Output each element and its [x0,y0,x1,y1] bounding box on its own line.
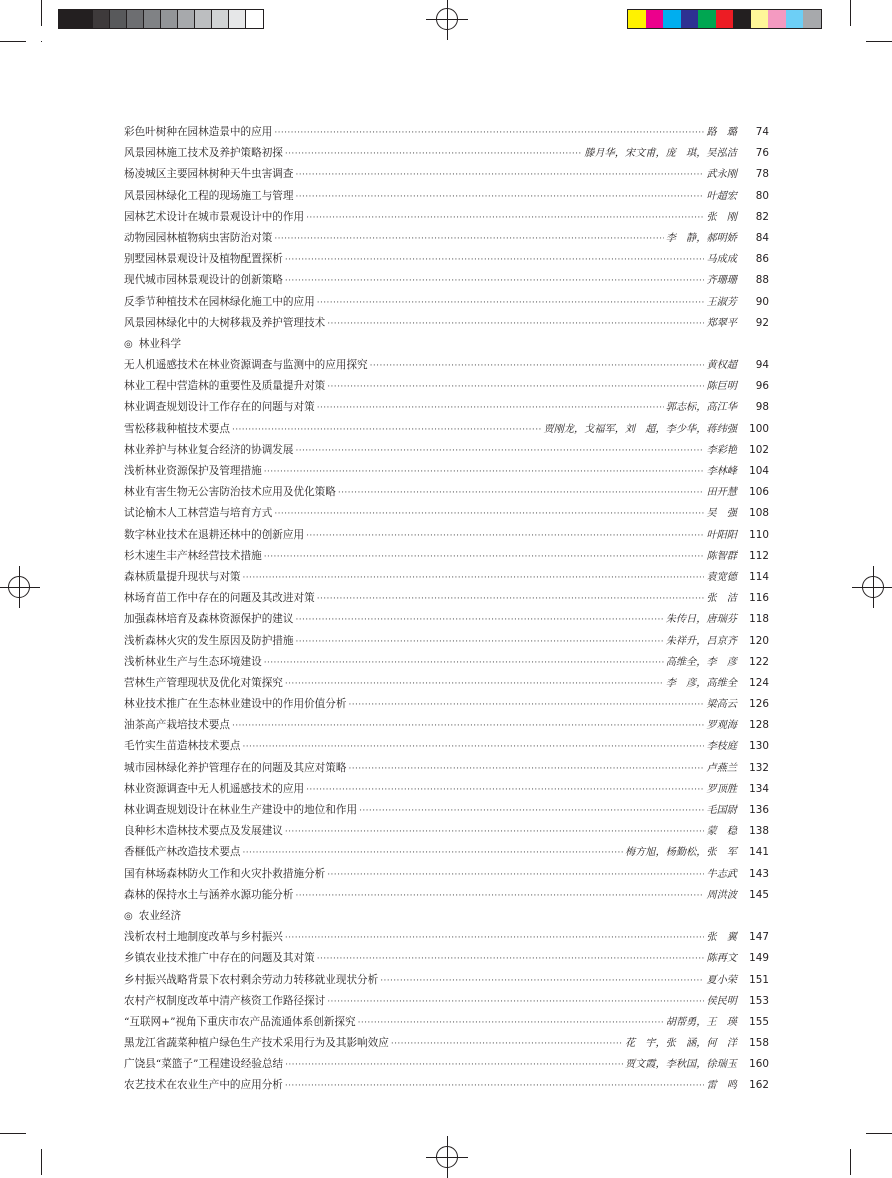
dot-leader [285,928,705,949]
page-number: 102 [749,443,769,456]
dot-leader [338,483,705,504]
toc-entry[interactable] [124,207,769,228]
page-number: 94 [755,359,769,372]
article-title: 加强森林培育及森林资源保护的建议 [124,613,294,626]
page-number: 120 [749,634,769,647]
article-title: 良种杉木造林技术要点及发展建议 [124,825,283,838]
article-author: 袁宽德 [706,571,737,583]
gray-swatch [59,10,76,28]
toc-entry[interactable] [124,419,769,440]
registration-mark-right [858,572,888,602]
article-author: 黄权超 [706,360,737,372]
toc-entry[interactable] [124,440,769,461]
toc-entry[interactable] [124,1075,769,1096]
article-author: 张 洁 [706,593,737,605]
dot-leader [264,547,705,568]
article-author: 贾文霞，李秋国，徐瑞玉 [624,1059,737,1071]
dot-leader [327,377,704,398]
registration-mark-left [4,572,34,602]
page-number: 96 [755,380,769,393]
article-title: 浅析林业资源保护及管理措施 [124,465,262,477]
dot-leader [370,356,705,377]
gray-swatch [93,10,110,28]
page-number: 155 [749,1015,769,1028]
article-author: 滕月华，宋文甫，庞 琪，吴泓洁 [584,148,737,160]
page-number: 90 [755,295,769,308]
article-author: 李林峰 [706,466,737,477]
toc-entry[interactable] [124,779,769,800]
toc-entry[interactable] [124,249,769,270]
gray-swatch [144,10,161,28]
toc-entry[interactable] [124,546,769,567]
dot-leader [285,1076,705,1097]
toc-entry[interactable] [124,758,769,779]
page-number: 78 [755,168,769,181]
toc-entry[interactable] [124,482,769,503]
bullet-circle-icon: ◎ [124,910,133,922]
article-title: 浅析森林火灾的发生原因及防护措施 [124,634,294,647]
article-title: 风景园林绿化中的大树移栽及养护管理技术 [124,316,326,329]
gray-swatch [212,10,229,28]
article-author: 武永刚 [706,169,737,181]
article-title: 农村产权制度改革中清产核资工作路径探讨 [124,994,326,1007]
toc-entry[interactable] [124,736,769,757]
article-author: 田开慧 [706,487,737,499]
color-swatch [628,10,646,28]
article-title: 森林质量提升现状与对策 [124,570,241,583]
dot-leader [348,759,704,780]
article-author: 陈再文 [706,953,737,965]
dot-leader [317,293,705,314]
dot-leader [274,123,704,144]
article-author: 周洪波 [706,889,737,901]
dot-leader [327,314,704,335]
dot-leader [232,420,542,441]
page-number: 88 [755,274,769,287]
dot-leader [306,526,704,547]
section-heading [124,334,769,355]
article-title: 林业调查规划设计在林业生产建设中的地位和作用 [124,804,358,816]
article-title: 林业有害生物无公害防治技术应用及优化策略 [124,486,336,499]
article-title: 反季节种植技术在园林绿化施工中的应用 [124,295,315,308]
article-title: 现代城市园林景观设计的创新策略 [124,274,283,287]
page-number: 143 [749,867,769,880]
page-number: 100 [749,422,769,435]
toc-entry[interactable] [124,842,769,863]
gray-swatch [110,10,127,28]
toc-entry[interactable] [124,715,769,736]
article-title: 广饶县“菜篮子”工程建设经验总结 [124,1058,284,1071]
dot-leader [296,187,705,208]
toc-entry[interactable] [124,270,769,291]
page-number: 147 [749,931,769,944]
toc-entry[interactable] [124,313,769,334]
article-author: 吴 强 [706,508,737,520]
toc-entry[interactable] [124,948,769,969]
article-author: 牛志武 [706,868,737,880]
article-author: 夏小荣 [706,974,737,986]
dot-leader [232,716,705,737]
article-title: 雪松移栽种植技术要点 [124,422,230,435]
section-heading-label: 林业科学 [138,337,182,350]
article-title: 国有林场森林防火工作和火灾扑救措施分析 [124,867,326,880]
dot-leader [359,801,704,822]
dot-leader [296,610,664,631]
dot-leader [327,865,704,886]
dot-leader [243,568,705,589]
toc-entry[interactable] [124,864,769,885]
toc-entry[interactable] [124,631,769,652]
page-number: 82 [755,210,769,223]
dot-leader [348,695,704,716]
toc-entry[interactable] [124,1012,769,1033]
toc-entry[interactable] [124,694,769,715]
dot-leader [306,780,704,801]
registration-mark-bottom [432,1142,462,1172]
color-swatch [681,10,699,28]
color-swatch [786,10,804,28]
article-title: 浅析林业生产与生态环境建设 [124,655,262,668]
article-author: 胡帮勇，王 瑛 [665,1016,737,1028]
article-author: 蒙 稳 [706,826,737,838]
page-number: 108 [749,507,769,520]
toc-entry[interactable] [124,525,769,546]
dot-leader [391,1034,623,1055]
section-heading-label: 农业经济 [138,909,182,922]
article-author: 李 彦，高维全 [665,677,737,689]
toc-entry[interactable] [124,376,769,397]
article-title: 林业调查规划设计工作存在的问题与对策 [124,401,315,414]
gray-swatch [229,10,246,28]
page-number: 158 [749,1037,769,1050]
page-number: 134 [749,782,769,795]
page-number: 141 [749,846,769,859]
toc-entry[interactable] [124,186,769,207]
toc-entry[interactable] [124,461,769,482]
article-author: 陈巨明 [706,381,737,393]
toc-entry[interactable] [124,821,769,842]
toc-entry[interactable] [124,122,769,143]
grayscale-calibration-bar [58,9,264,29]
registration-mark-top [432,4,462,34]
article-title: 林场育苗工作中存在的问题及其改进对策 [124,592,315,605]
dot-leader [285,271,705,292]
page-number: 92 [755,316,769,329]
article-author: 叶阳阳 [706,529,737,541]
dot-leader [285,250,705,271]
page-number: 149 [749,952,769,965]
article-author: 梅方旭，杨勤松，张 军 [624,847,737,859]
toc-entry[interactable] [124,164,769,185]
article-author: 雷 鸣 [706,1080,737,1092]
color-swatch [803,10,821,28]
dot-leader [274,504,704,525]
toc-entry[interactable] [124,609,769,630]
page-number: 114 [749,570,769,583]
dot-leader [296,632,664,653]
page-number: 74 [755,126,769,138]
article-author: 路 璐 [706,127,737,138]
article-author: 高维全，李 彦 [665,656,737,668]
dot-leader [317,949,705,970]
dot-leader [264,462,705,483]
dot-leader [264,653,664,674]
toc-entry[interactable] [124,503,769,524]
toc-entry[interactable] [124,927,769,948]
article-author: 李彩艳 [706,444,737,456]
article-author: 马成成 [706,254,737,266]
article-title: 数字林业技术在退耕还林中的创新应用 [124,528,305,541]
article-title: 别墅园林景观设计及植物配置探析 [124,253,283,266]
dot-leader [296,165,705,186]
dot-leader [380,971,704,992]
toc-entry[interactable] [124,143,769,164]
article-author: 朱传日，唐瑞芬 [665,614,737,626]
article-author: 王淑芳 [706,296,737,308]
article-author: 叶超宏 [706,190,737,202]
page-number: 118 [749,613,769,626]
toc-entry[interactable] [124,397,769,418]
article-title: 试论榆木人工林营造与培育方式 [124,507,273,520]
article-title: 动物园园林植物病虫害防治对策 [124,231,273,244]
color-swatch [768,10,786,28]
article-title: 农艺技术在农业生产中的应用分析 [124,1079,283,1092]
dot-leader [285,1055,623,1076]
dot-leader [317,589,705,610]
page-number: 162 [749,1079,769,1092]
color-swatch [663,10,681,28]
toc-entry[interactable] [124,1033,769,1054]
article-title: 风景园林绿化工程的现场施工与管理 [124,189,294,202]
article-title: 乡村振兴战略背景下农村剩余劳动力转移就业现状分析 [124,973,379,986]
article-title: 油茶高产栽培技术要点 [124,719,230,732]
article-title: 黑龙江省蔬菜种植户绿色生产技术采用行为及其影响效应 [124,1037,389,1050]
dot-leader [327,992,704,1013]
page-number: 136 [749,804,769,816]
page-number: 126 [749,698,769,711]
page-number: 98 [755,401,769,414]
page-number: 145 [749,888,769,901]
page-number: 80 [755,189,769,202]
article-author: 朱祥升，吕京齐 [665,635,737,647]
table-of-contents [124,122,769,1097]
dot-leader [285,674,664,695]
toc-entry[interactable] [124,885,769,906]
gray-swatch [161,10,178,28]
article-author: 梁高云 [706,699,737,711]
article-author: 郭志标，高江华 [665,402,737,414]
dot-leader [317,398,664,419]
article-author: 罗观海 [706,720,737,732]
page-number: 112 [749,549,769,562]
gray-swatch [76,10,93,28]
article-author: 花 宇，张 涵，何 洋 [624,1038,737,1050]
dot-leader [296,886,705,907]
article-author: 张 刚 [706,211,737,223]
color-swatch [733,10,751,28]
page-number: 104 [749,465,769,477]
gray-swatch [127,10,144,28]
toc-entry[interactable] [124,991,769,1012]
page-number: 116 [749,592,769,605]
article-author: 贾刚龙，戈福军，刘 超，李少华，蒋纬强 [543,423,737,435]
article-title: “互联网+”视角下重庆市农产品流通体系创新探究 [124,1015,356,1028]
article-title: 林业养护与林业复合经济的协调发展 [124,443,294,456]
dot-leader [296,441,705,462]
dot-leader [358,1013,664,1034]
section-heading [124,906,769,927]
page-number: 106 [749,486,769,499]
gray-swatch [178,10,195,28]
bullet-circle-icon: ◎ [124,338,133,350]
page-number: 132 [749,761,769,774]
color-swatch [716,10,734,28]
color-swatch [698,10,716,28]
article-title: 彩色叶树种在园林造景中的应用 [124,126,273,138]
article-title: 园林艺术设计在城市景观设计中的作用 [124,210,305,223]
toc-entry[interactable] [124,228,769,249]
page-number: 138 [749,825,769,838]
article-title: 林业工程中营造林的重要性及质量提升对策 [124,380,326,393]
toc-entry[interactable] [124,673,769,694]
article-author: 侯民明 [706,995,737,1007]
page-number: 128 [749,719,769,732]
article-title: 无人机遥感技术在林业资源调查与监测中的应用探究 [124,359,368,372]
color-swatch [646,10,664,28]
article-author: 齐珊珊 [706,275,737,287]
article-title: 林业技术推广在生态林业建设中的作用价值分析 [124,698,347,711]
gray-swatch [246,10,263,28]
page-number: 151 [749,973,769,986]
page-number: 110 [749,528,769,541]
article-title: 风景园林施工技术及养护策略初探 [124,147,283,160]
article-author: 陈智群 [706,550,737,562]
dot-leader [243,737,705,758]
toc-entry[interactable] [124,800,769,821]
article-author: 郑翠平 [706,317,737,329]
page-number: 160 [749,1058,769,1071]
article-author: 卢燕兰 [706,762,737,774]
gray-swatch [195,10,212,28]
page-number: 84 [755,231,769,244]
page-number: 124 [749,676,769,689]
toc-entry[interactable] [124,588,769,609]
toc-entry[interactable] [124,355,769,376]
article-title: 杨凌城区主要园林树种天牛虫害调查 [124,168,294,181]
dot-leader [285,822,705,843]
article-author: 张 翼 [706,932,737,944]
article-author: 罗顶胜 [706,783,737,795]
page-number: 122 [749,655,769,668]
article-title: 浅析农村土地制度改革与乡村振兴 [124,931,283,944]
color-calibration-bar [627,9,822,29]
article-author: 李枝庭 [706,741,737,753]
dot-leader [306,208,704,229]
page-number: 130 [749,740,769,753]
toc-entry[interactable] [124,970,769,991]
article-title: 林业资源调查中无人机遥感技术的应用 [124,782,305,795]
article-title: 毛竹实生苗造林技术要点 [124,740,241,753]
color-swatch [751,10,769,28]
article-author: 李 静，郝明娇 [665,232,737,244]
toc-entry[interactable] [124,1054,769,1075]
page-number: 86 [755,253,769,266]
toc-entry[interactable] [124,652,769,673]
article-title: 城市园林绿化养护管理存在的问题及其应对策略 [124,761,347,774]
dot-leader [274,229,663,250]
article-author: 毛国尉 [706,805,737,816]
page-number: 153 [749,994,769,1007]
toc-entry[interactable] [124,567,769,588]
toc-entry[interactable] [124,292,769,313]
dot-leader [285,144,582,165]
article-title: 营林生产管理现状及优化对策探究 [124,676,283,689]
article-title: 香榧低产林改造技术要点 [124,846,241,859]
article-title: 杉木速生丰产林经营技术措施 [124,549,262,562]
page-number: 76 [755,147,769,160]
article-title: 森林的保持水土与涵养水源功能分析 [124,888,294,901]
article-title: 乡镇农业技术推广中存在的问题及其对策 [124,952,315,965]
dot-leader [243,843,623,864]
